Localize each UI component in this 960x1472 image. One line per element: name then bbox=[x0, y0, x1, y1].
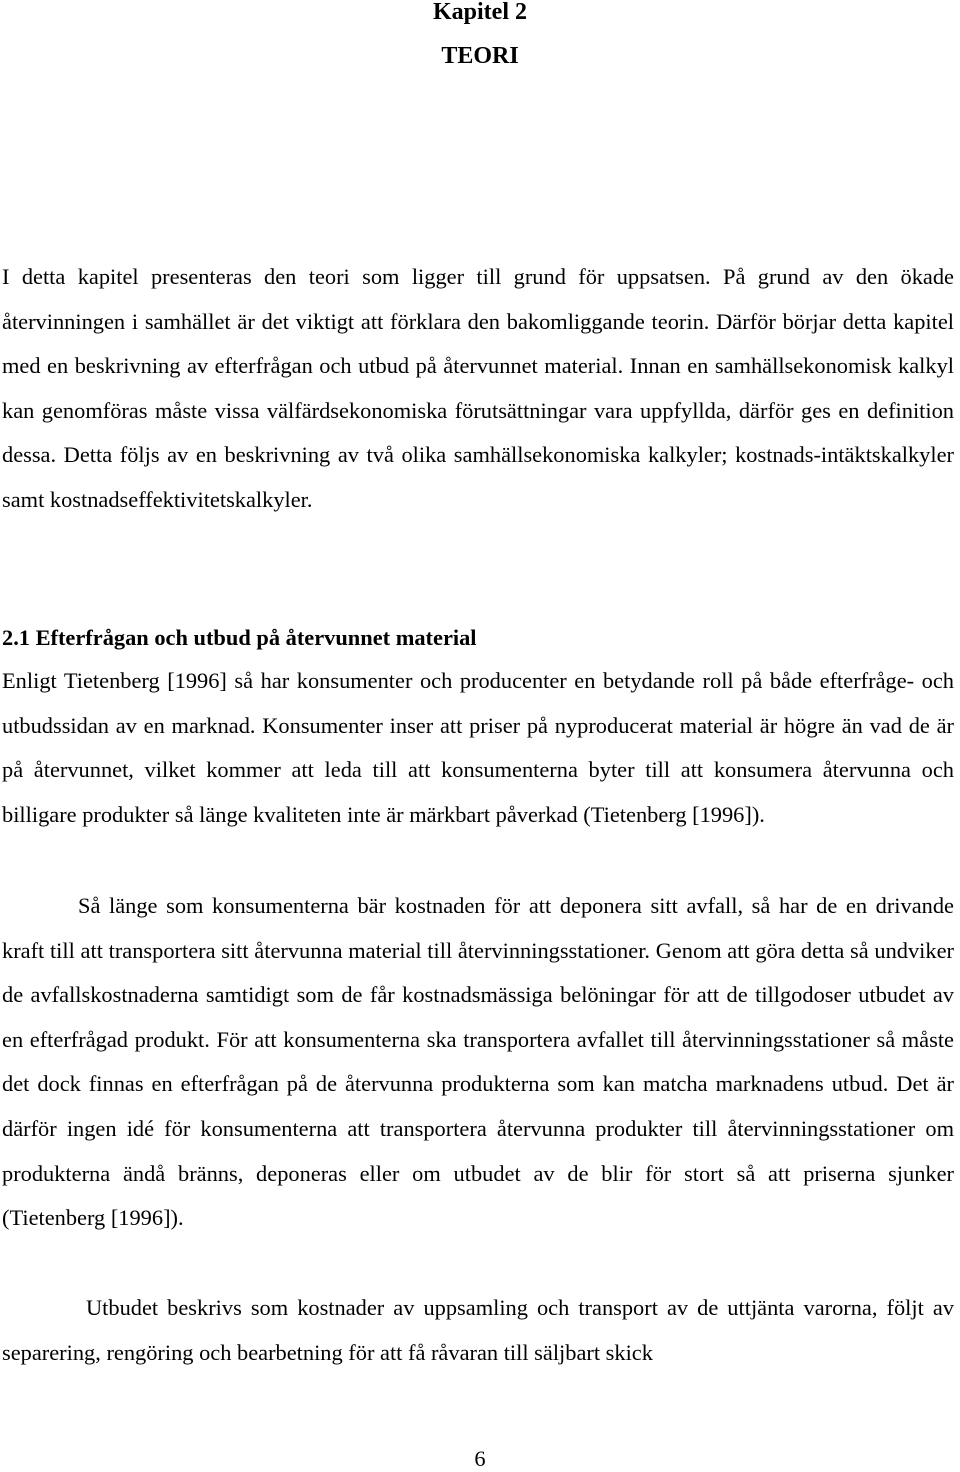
page-number: 6 bbox=[474, 1446, 486, 1471]
chapter-title: TEORI bbox=[441, 43, 519, 69]
section-paragraph-2: Så länge som konsumenterna bär kostnaden för att deponera sitt avfall, så har de en drivande kraft till att transportera sitt återvunna material till återvinningsstationer. Genom att göra detta så undviker de avfallskostnaderna samtidigt som de får kostnadsmässiga belöningar för att de tillgodoser utbudet av en efterfrågad produkt. För att konsumenterna ska transportera avfallet till återvinningsstationer så måste det dock finnas en efterfrågan på de återvunna produkterna som kan matcha marknadens utbud. Det är därför ingen idé för konsumenterna att transportera återvunna produkter till återvinningsstationer om produkterna ändå bränns, deponeras eller om utbudet av de blir för stort så att priserna sjunker (Tietenberg [1996]). bbox=[2, 893, 954, 1231]
section-paragraph-3: Utbudet beskrivs som kostnader av uppsamling och transport av de uttjänta varorna, följt av separering, rengöring och bearbetning för att få råvaran till säljbart skick bbox=[2, 1295, 954, 1365]
chapter-label: Kapitel 2 bbox=[433, 0, 527, 25]
intro-paragraph: I detta kapitel presenteras den teori som ligger till grund för uppsatsen. På grund av den ökade återvinningen i samhället är det viktigt att förklara den bakomliggande teorin. Därför börjar detta kapitel med en beskrivning av efterfrågan och utbud på återvunnet material. Innan en samhällsekonomisk kalkyl kan genomföras måste vissa välfärdsekonomiska förutsättningar vara uppfyllda, därför ges en definition dessa. Detta följs av en beskrivning av två olika samhällsekonomiska kalkyler; kostnads-intäktskalkyler samt kostnadseffektivitetskalkyler. bbox=[2, 264, 954, 512]
section-heading: 2.1 Efterfrågan och utbud på återvunnet material bbox=[2, 625, 477, 650]
section-paragraph-1: Enligt Tietenberg [1996] så har konsumenter och producenter en betydande roll på både efterfråge- och utbudssidan av en marknad. Konsumenter inser att priser på nyproducerat material är högre än vad de är på återvunnet, vilket kommer att leda till att konsumenterna byter till att konsumera återvunna och billigare produkter så länge kvaliteten inte är märkbart påverkad (Tietenberg [1996]). bbox=[2, 668, 954, 827]
